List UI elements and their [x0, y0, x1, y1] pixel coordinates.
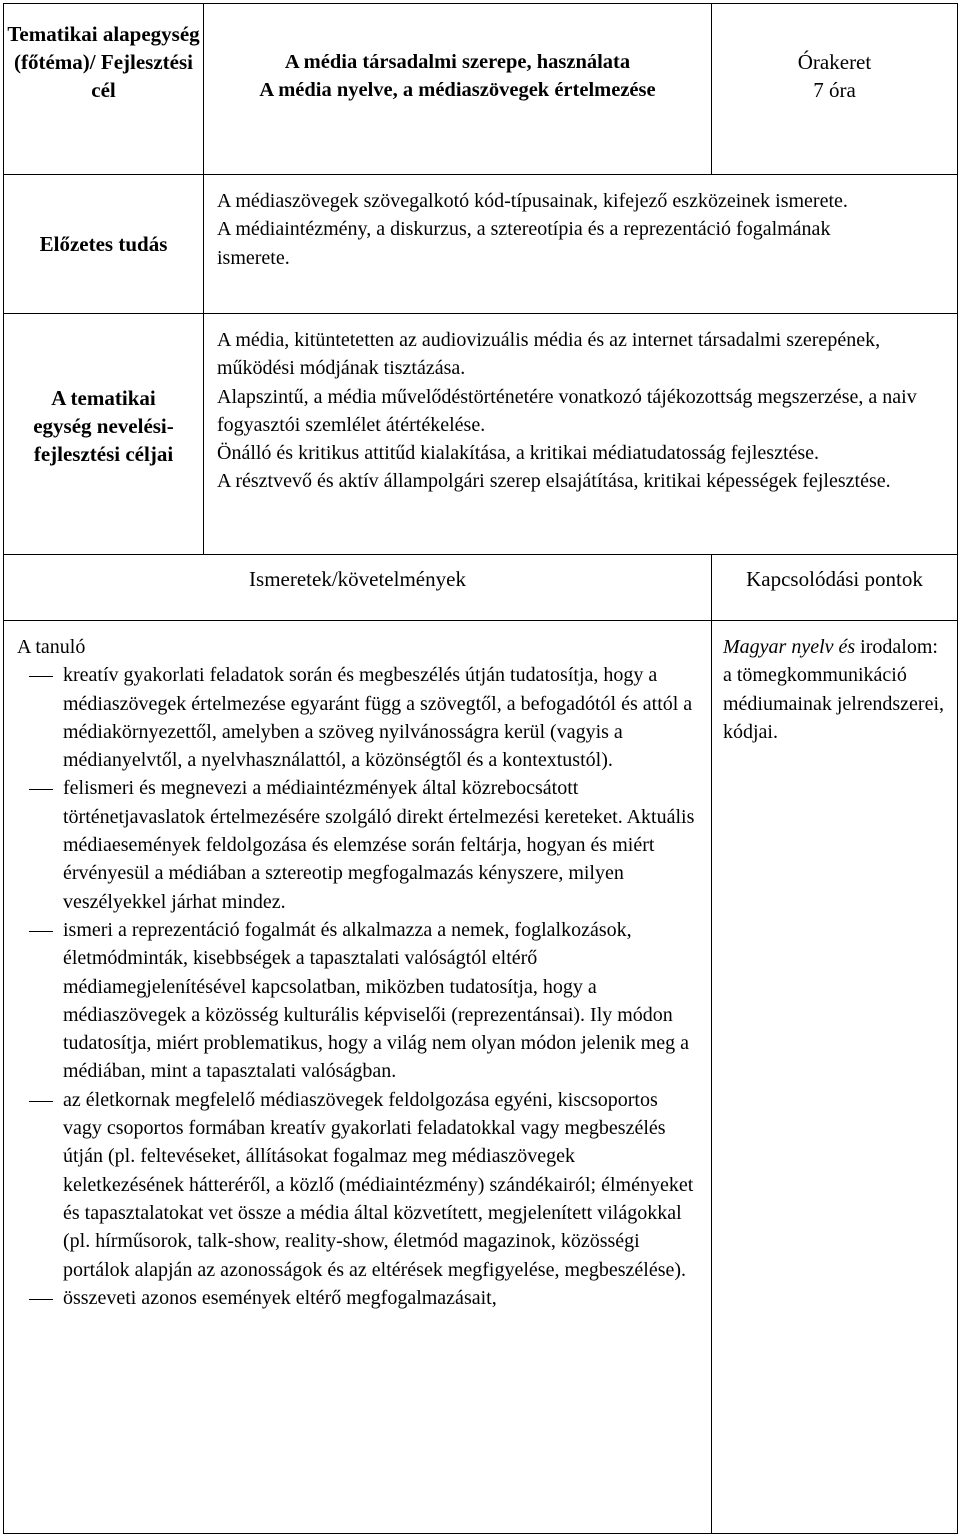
connection-subject: Magyar nyelv és [723, 636, 856, 658]
list-item [17, 661, 699, 774]
goal-item: Alapszintű, a média művelődéstörténetére vonatkozó tájékozottság megszerzése, a naiv fogyasztói szemlélet átértékelése. [217, 385, 917, 436]
hours-cell [712, 4, 958, 175]
requirements-intro: A tanuló [17, 636, 86, 658]
requirements-list [17, 661, 699, 1312]
prior-knowledge-row [4, 175, 958, 314]
topic-label: Tematikai alapegység (főtéma)/ Fejlesztési cél [7, 22, 200, 102]
list-item [17, 916, 699, 1086]
connection-detail: irodalom: a tömegkommunikáció médiumainak jelrendszerei, kódjai. [723, 636, 945, 743]
topic-title-cell [204, 4, 712, 175]
list-item-text: ismeri a reprezentáció fogalmát és alkalmazza a nemek, foglalkozások, életmódminták, kisebbségek a tapasztalati valóságtól eltérő médiamegjelenítésével kapcsolatban, miközben tudatosítja, hogy a médiaszövegek a közösség kulturális képviselői (reprezentánsai). Ily módon tudatosítja, miért problematikus, hogy a világ nem olyan módon jelenik meg a médiában, mint a tapasztalati valóságban. [63, 918, 689, 1083]
topic-label-cell [4, 4, 204, 175]
topic-title-line1: A média társadalmi szerepe, használata [284, 51, 631, 73]
requirements-header: Ismeretek/követelmények [4, 555, 712, 621]
goals-row [4, 314, 958, 555]
prior-knowledge-content [204, 175, 958, 314]
prior-knowledge-line1: A médiaszövegek szövegalkotó kód-típusainak, kifejező eszközeinek ismerete. [217, 190, 848, 212]
list-item-text: felismeri és megnevezi a médiaintézmények által közrebocsátott történetjavaslatok értelmezésére szolgáló direkt értelmezési kereteket. Aktuális médiaesemények feldolgozása és elemzése során feltárja, hogyan és miért érvényesül a médiában a sztereotip megfogalmazás kényszere, milyen veszélyekkel járhat mindez. [63, 777, 695, 913]
list-item-text: összeveti azonos események eltérő megfogalmazásait, [63, 1286, 497, 1309]
goals-label-cell [4, 314, 204, 555]
goals-label: A tematikai egység nevelési-fejlesztési céljai [33, 386, 174, 466]
prior-knowledge-label-cell [4, 175, 204, 314]
goal-item: A résztvevő és aktív állampolgári szerep elsajátítása, kritikai képességek fejlesztése. [217, 470, 891, 493]
list-item [17, 1086, 699, 1284]
list-item [17, 1284, 699, 1312]
hours-value: 7 óra [813, 78, 856, 102]
header-row [4, 4, 958, 175]
connections-content [712, 621, 958, 1534]
requirements-content [4, 621, 712, 1534]
goal-item: A média, kitüntetetten az audiovizuális média és az internet társadalmi szerepének, működési módjának tisztázása. [217, 329, 881, 380]
column-headers-row [4, 555, 958, 621]
topic-title-line2: A média nyelve, a médiaszövegek értelmezése [259, 79, 656, 101]
list-item-text: kreatív gyakorlati feladatok során és megbeszélés útján tudatosítja, hogy a médiaszövegek értelmezése egyaránt függ a szövegtől, a befogadótól és attól a médiakörnyezettől, amelyben a szöveg nyilvánosságra kerül (vagyis a médianyelvtől, a nyelvhasználattól, a közönségtől és a kontextustól). [63, 664, 693, 772]
prior-knowledge-line2: A médiaintézmény, a diskurzus, a sztereotípia és a reprezentáció fogalmának ismerete. [217, 218, 831, 269]
hours-label: Órakeret [797, 50, 872, 74]
list-item-text: az életkornak megfelelő médiaszövegek feldolgozása egyéni, kiscsoportos vagy csoportos formában kreatív gyakorlati feladatokkal vagy megbeszélés útján (pl. feltevéseket, állításokat fogalmaz meg médiaszövegek keletkezésének hátteréről, a közlő (médiaintézmény) szándékairól; élményeket és tapasztalatokat vet össze a média által közvetített, megjelenített világokkal (pl. hírműsorok, talk-show, reality-show, életmód magazinok, közösségi portálok alapján az azonosságok és az eltérések megfigyelése, megbeszélése). [63, 1088, 694, 1281]
prior-knowledge-label: Előzetes tudás [39, 232, 168, 256]
connections-header: Kapcsolódási pontok [712, 555, 958, 621]
goals-content [204, 314, 958, 555]
main-row [4, 621, 958, 1534]
curriculum-table [3, 3, 958, 1534]
goal-item: Önálló és kritikus attitűd kialakítása, a kritikai médiatudatosság fejlesztése. [217, 442, 820, 465]
list-item [17, 774, 699, 915]
